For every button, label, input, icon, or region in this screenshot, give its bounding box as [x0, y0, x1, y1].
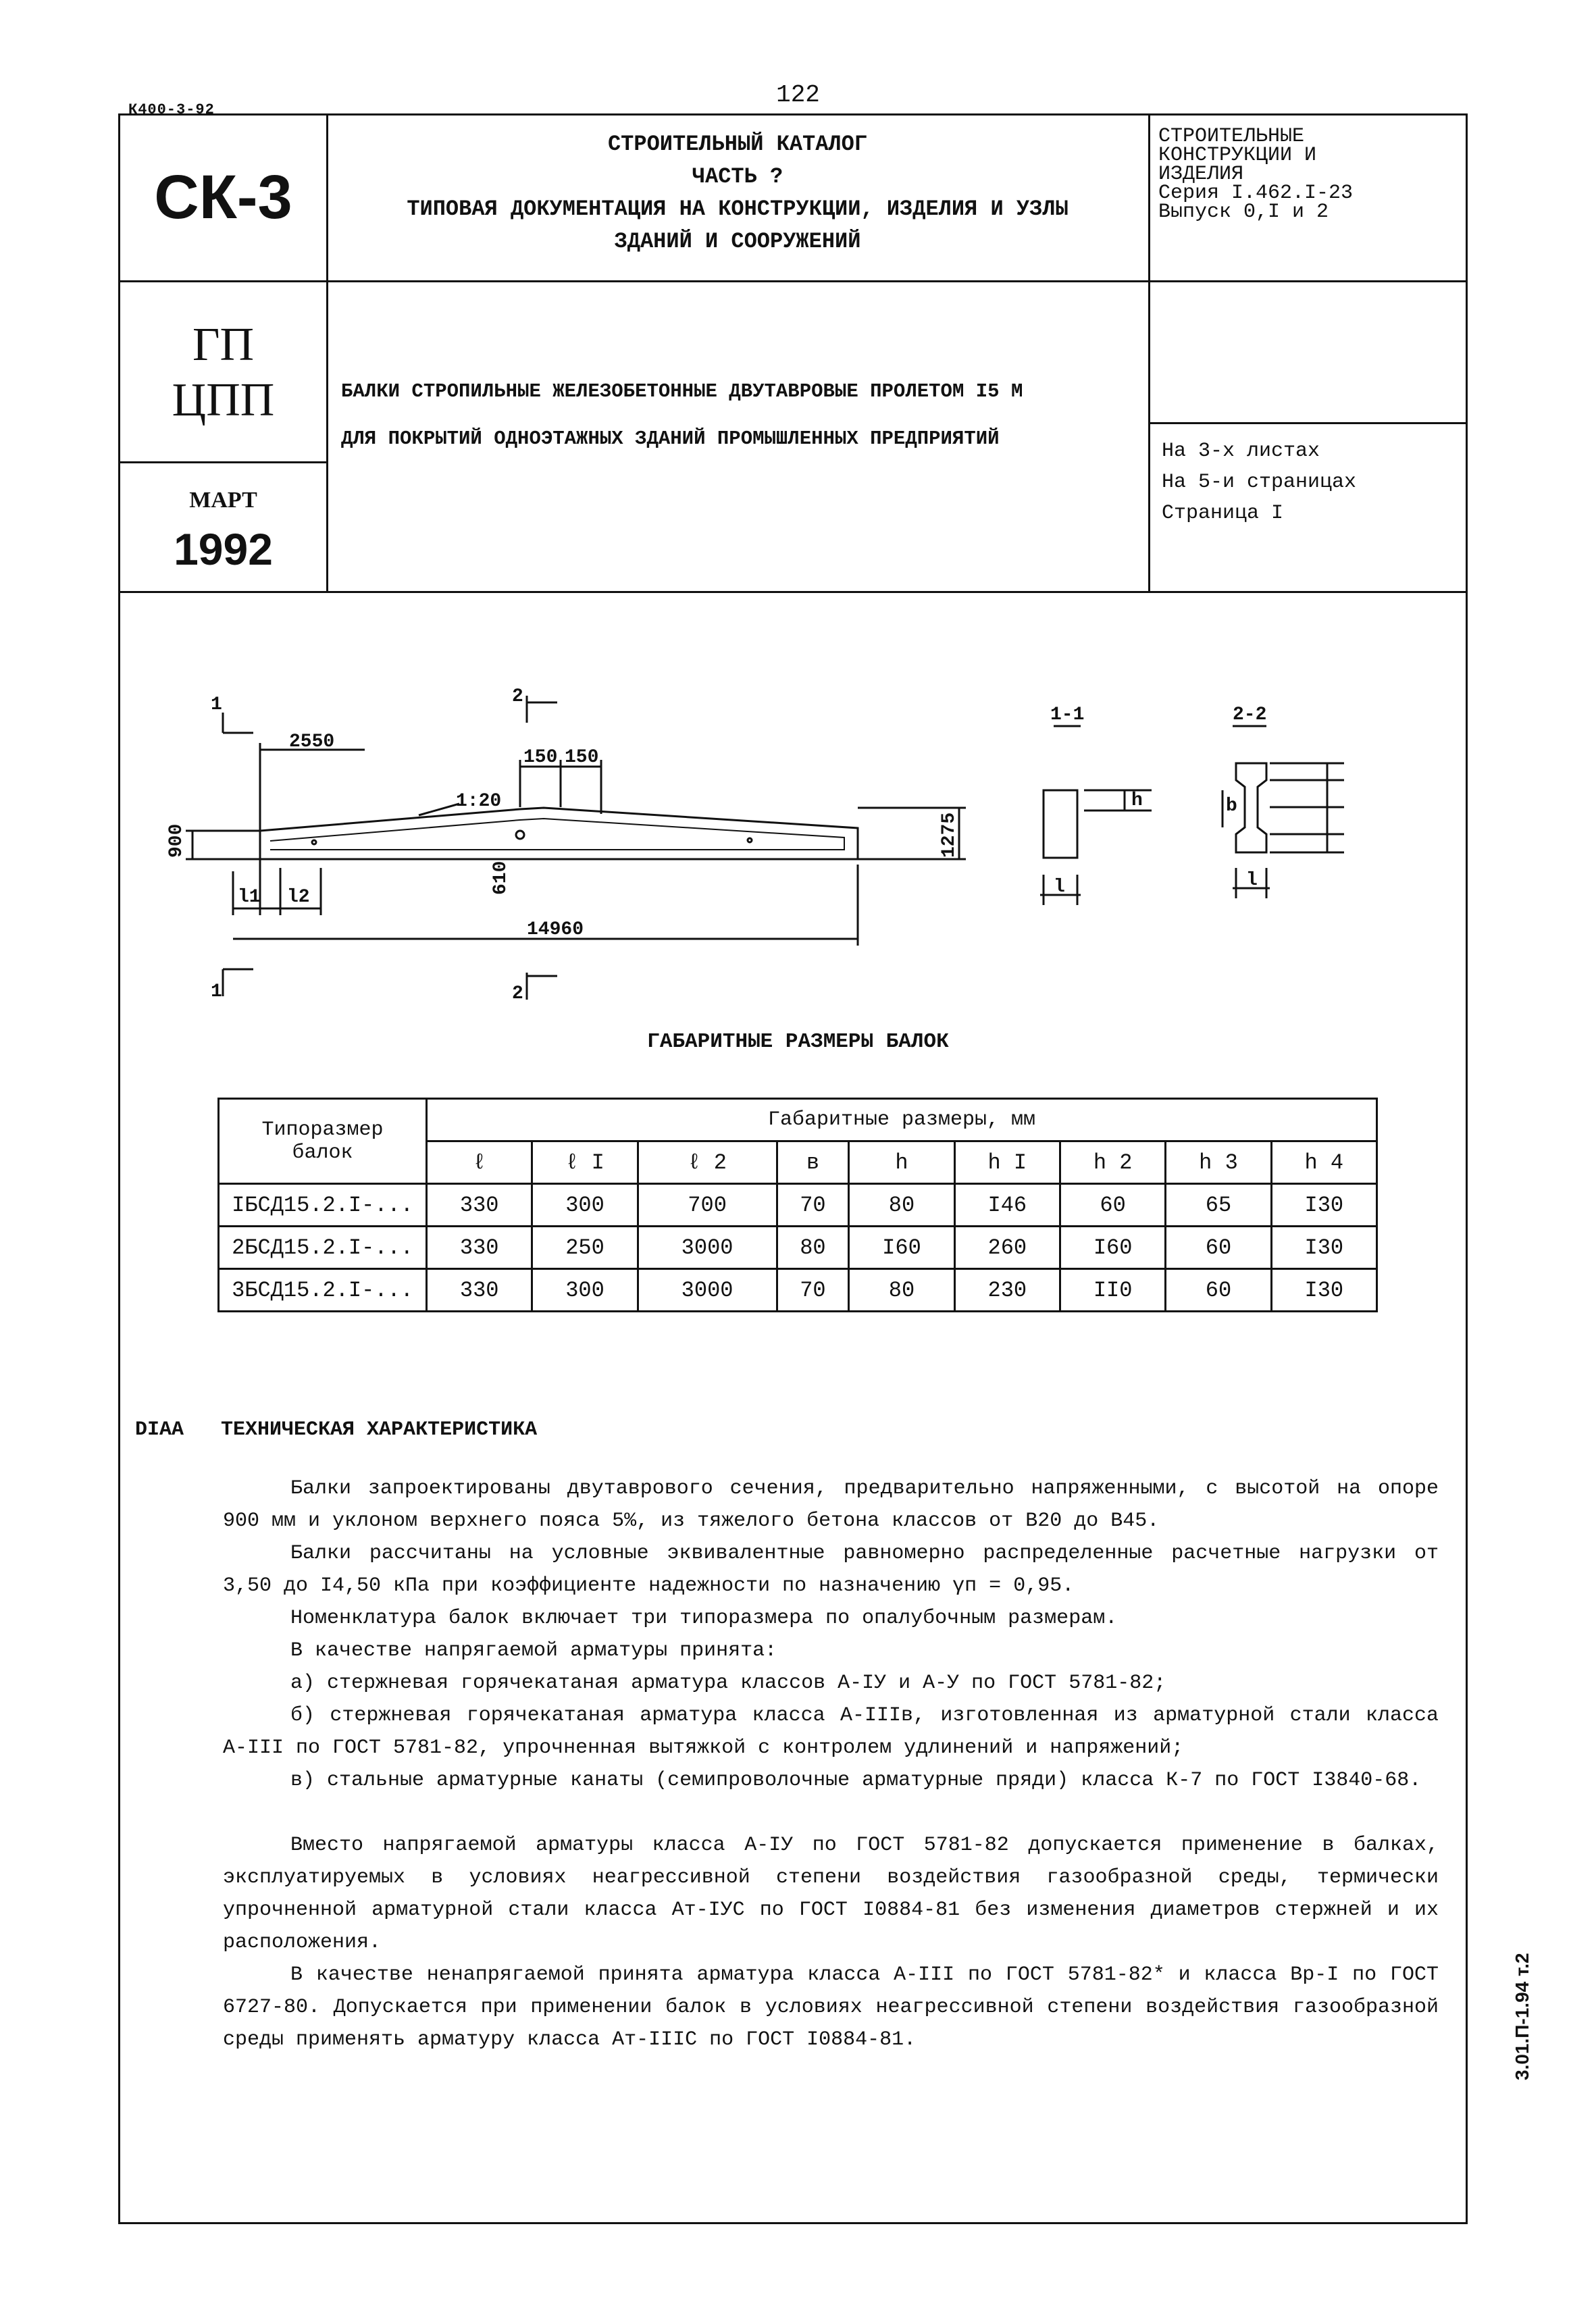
document-title: [341, 368, 1152, 463]
document-code: К400-3-92: [128, 101, 215, 118]
section-2-2-label: 2-2: [1233, 704, 1267, 725]
column-header: ℓ I: [532, 1141, 638, 1184]
table-cell: I60: [1060, 1227, 1165, 1269]
table-cell: 330: [427, 1269, 532, 1312]
table-cell: 260: [954, 1227, 1060, 1269]
paragraph: Балки рассчитаны на условные эквивалентные равномерно распределенные расчетные нагрузки от 3,50 до I4,50 кПа при коэффициенте надежности по назначению γп = 0,95.: [223, 1542, 1439, 1597]
table-cell: I30: [1271, 1227, 1376, 1269]
table-cell: I30: [1271, 1184, 1376, 1227]
catalog-code: СК-3: [154, 163, 292, 232]
row-name: 3БСД15.2.I-...: [219, 1269, 427, 1312]
table-cell: 330: [427, 1227, 532, 1269]
table-header-row: [219, 1099, 1377, 1141]
title-block-bottom-line: [118, 591, 1468, 593]
dim-150-a: 150: [523, 747, 558, 768]
page-number: 122: [776, 81, 820, 109]
row-name: 2БСД15.2.I-...: [219, 1227, 427, 1269]
column-header: h 3: [1166, 1141, 1271, 1184]
section-1-1-height: h: [1131, 790, 1143, 811]
organization-line-2: ЦПП: [172, 374, 275, 426]
table-cell: II0: [1060, 1269, 1165, 1312]
paragraph: В качестве ненапрягаемой принята арматура класса А-III по ГОСТ 5781-82* и класса Вр-I по ГОСТ 6727-80. Допускается при применении балок в условиях неагрессивной степени воздействия газообразной среды применять арматуру класса Ат-IIIС по ГОСТ I0884-81.: [223, 1963, 1439, 2051]
title-block-sheet-line: [1148, 422, 1468, 424]
cut-1-top-label: 1: [211, 694, 222, 715]
dim-150-b: 150: [565, 747, 599, 768]
table-cell: 700: [638, 1184, 777, 1227]
document-title-line-1: БАЛКИ СТРОПИЛЬНЫЕ ЖЕЛЕЗОБЕТОННЫЕ ДВУТАВРОВЫЕ ПРОЛЕТОМ I5 М: [341, 380, 1023, 403]
catalog-title: [328, 128, 1147, 258]
dim-610: 610: [490, 860, 511, 895]
table-cell: 3000: [638, 1269, 777, 1312]
header-type-cell: [219, 1099, 427, 1184]
table-cell: 3000: [638, 1227, 777, 1269]
table-cell: 60: [1060, 1184, 1165, 1227]
table-cell: 300: [532, 1184, 638, 1227]
paragraph: Вместо напрягаемой арматуры класса А-IУ по ГОСТ 5781-82 допускается применение в балках, эксплуатируемых в условиях неагрессивной степени воздействия газообразной среды, термически упрочненной арматурной стали класса Ат-IУС по ГОСТ I0884-81 без изменения диаметров стержней и их расположения.: [223, 1834, 1439, 1954]
slope-label: 1:20: [456, 791, 502, 812]
sheet-info: [1162, 436, 1459, 529]
column-header: h: [849, 1141, 954, 1184]
dim-2550: 2550: [289, 731, 335, 752]
cut-2-top-label: 2: [512, 686, 523, 707]
cut-2-bottom-label: 2: [512, 983, 523, 1004]
dim-l2: l2: [287, 887, 310, 908]
table-cell: 70: [777, 1269, 849, 1312]
catalog-line-3: ТИПОВАЯ ДОКУМЕНТАЦИЯ НА КОНСТРУКЦИИ, ИЗДЕЛИЯ И УЗЛЫ: [407, 197, 1069, 222]
table-cell: 250: [532, 1227, 638, 1269]
organization-line-1: ГП: [192, 319, 255, 371]
section-heading: [135, 1418, 537, 1441]
paragraph: а) стержневая горячекатаная арматура классов А-IУ и А-У по ГОСТ 5781-82;: [290, 1672, 1166, 1695]
table-cell: 230: [954, 1269, 1060, 1312]
table-cell: 65: [1166, 1184, 1271, 1227]
table-cell: 70: [777, 1184, 849, 1227]
paragraph: б) стержневая горячекатаная арматура класса А-IIIв, изготовленная из арматурной стали класса А-III по ГОСТ 5781-82, упрочненная вытяжкой с контролем удлинений и напряжений;: [223, 1704, 1439, 1759]
section-1-1-label: 1-1: [1050, 704, 1085, 725]
table-row: [219, 1269, 1377, 1312]
column-header: h 4: [1271, 1141, 1376, 1184]
dim-1275: 1275: [939, 812, 960, 858]
table-cell: I30: [1271, 1269, 1376, 1312]
document-title-line-2: ДЛЯ ПОКРЫТИЙ ОДНОЭТАЖНЫХ ЗДАНИЙ ПРОМЫШЛЕННЫХ ПРЕДПРИЯТИЙ: [341, 428, 1000, 450]
title-block-row-line: [118, 280, 1468, 282]
catalog-line-1: СТРОИТЕЛЬНЫЙ КАТАЛОГ: [607, 132, 868, 157]
section-1-1-width: l: [1054, 877, 1065, 898]
column-header: h I: [954, 1141, 1060, 1184]
paragraph: В качестве напрягаемой арматуры принята:: [290, 1639, 777, 1662]
table-cell: 300: [532, 1269, 638, 1312]
sheet-count: На 3-х листах: [1162, 440, 1320, 463]
column-header: ℓ 2: [638, 1141, 777, 1184]
organization-block: [120, 317, 326, 428]
series-line-5: Выпуск 0,I и 2: [1158, 201, 1329, 224]
column-header: в: [777, 1141, 849, 1184]
paragraph: в) стальные арматурные канаты (семипроволочные арматурные пряди) класса К-7 по ГОСТ I3840-68.: [290, 1769, 1422, 1792]
series-line-2: КОНСТРУКЦИИ И: [1158, 144, 1317, 167]
column-header: h 2: [1060, 1141, 1165, 1184]
catalog-line-2: ЧАСТЬ ?: [692, 164, 783, 189]
issue-year: 1992: [174, 524, 273, 574]
title-block-divider-right: [1148, 113, 1150, 593]
beam-drawing: [0, 675, 1596, 1013]
dim-total: 14960: [527, 919, 584, 940]
series-line-3: ИЗДЕЛИЯ: [1158, 163, 1244, 186]
paragraph: Балки запроектированы двутаврового сечения, предварительно напряженными, с высотой на опоре 900 мм и уклоном верхнего пояса 5%, из тяжелого бетона классов от В20 до В45.: [223, 1477, 1439, 1533]
row-name: IБСД15.2.I-...: [219, 1184, 427, 1227]
catalog-line-4: ЗДАНИЙ И СООРУЖЕНИЙ: [614, 229, 861, 254]
dimensions-table: [217, 1098, 1378, 1312]
page-count: На 5-и страницах: [1162, 471, 1357, 494]
title-block-date-line: [118, 461, 328, 463]
table-row: [219, 1184, 1377, 1227]
table-cell: 80: [849, 1269, 954, 1312]
dim-900: 900: [166, 823, 187, 858]
series-block: [1158, 127, 1462, 222]
header-group: Габаритные размеры, мм: [427, 1099, 1377, 1141]
column-header: ℓ: [427, 1141, 532, 1184]
section-number: DIAA: [135, 1418, 184, 1441]
header-type-line-1: Типоразмер: [261, 1118, 384, 1141]
beam-outline: [260, 808, 858, 859]
series-line-1: СТРОИТЕЛЬНЫЕ: [1158, 125, 1305, 148]
table-cell: 80: [849, 1184, 954, 1227]
section-2-2-web: b: [1226, 796, 1237, 817]
header-type-line-2: балок: [292, 1141, 353, 1164]
table-cell: I60: [849, 1227, 954, 1269]
table-cell: 60: [1166, 1269, 1271, 1312]
table-cell: 60: [1166, 1227, 1271, 1269]
issue-month: МАРТ: [189, 488, 257, 513]
section-2-2-width: l: [1246, 870, 1258, 891]
figure-caption: ГАБАРИТНЫЕ РАЗМЕРЫ БАЛОК: [647, 1030, 949, 1054]
table-cell: 330: [427, 1184, 532, 1227]
section-title: ТЕХНИЧЕСКАЯ ХАРАКТЕРИСТИКА: [221, 1418, 538, 1441]
table-row: [219, 1227, 1377, 1269]
side-stamp: 3.01.П-1.94 т.2: [1512, 1953, 1533, 2080]
table-cell: 80: [777, 1227, 849, 1269]
series-line-4: Серия I.462.I-23: [1158, 182, 1354, 205]
paragraph: Номенклатура балок включает три типоразмера по опалубочным размерам.: [290, 1607, 1118, 1630]
dim-l1: l1: [238, 887, 261, 908]
table-cell: I46: [954, 1184, 1060, 1227]
cut-1-bottom-label: 1: [211, 981, 222, 1002]
current-page: Страница I: [1162, 502, 1284, 525]
